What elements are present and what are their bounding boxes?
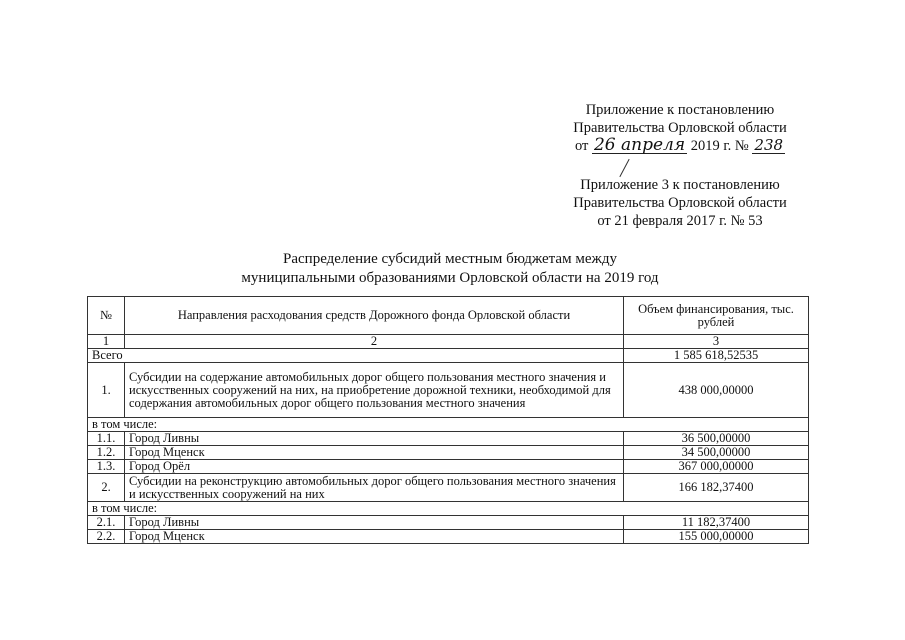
row-number: 1.3. — [88, 460, 125, 474]
row-text: Субсидии на реконструкцию автомобильных дорог общего пользования местного значения и искусственных сооружений на них — [125, 474, 624, 502]
row-value: 438 000,00000 — [624, 363, 809, 418]
total-row — [88, 349, 809, 363]
row-text: Субсидии на содержание автомобильных дорог общего пользования местного значения и искусственных сооружений на них, на приобретение дорожной техники, необходимой для содержания автомобильных дорог общего пользования местного значения — [125, 363, 624, 418]
header-number: № — [88, 297, 125, 335]
subheading-text: в том числе: — [88, 502, 809, 516]
col-number-1: 1 — [88, 335, 125, 349]
row-number: 2. — [88, 474, 125, 502]
appendix-3-line-3: от 21 февраля 2017 г. № 53 — [597, 213, 763, 229]
handwritten-date: 26 апреля — [593, 135, 686, 155]
subheading-row — [88, 502, 809, 516]
table-header-row — [88, 297, 809, 335]
row-value: 36 500,00000 — [624, 432, 809, 446]
row-text: Город Мценск — [125, 446, 624, 460]
header-direction: Направления расходования средств Дорожного фонда Орловской области — [125, 297, 624, 335]
row-number: 1.2. — [88, 446, 125, 460]
appendix-3-header — [555, 176, 805, 230]
row-value: 166 182,37400 — [624, 474, 809, 502]
header-amount: Объем финансирования, тыс. рублей — [624, 297, 809, 335]
title-line-2: муниципальными образованиями Орловской области на 2019 год — [241, 270, 659, 286]
row-text: Город Орёл — [125, 460, 624, 474]
table-row — [88, 474, 809, 502]
table-row — [88, 460, 809, 474]
appendix-header — [555, 101, 805, 155]
row-value: 155 000,00000 — [624, 530, 809, 544]
date-year: 2019 г. № — [690, 138, 749, 154]
row-text: Город Ливны — [125, 516, 624, 530]
row-text: Город Мценск — [125, 530, 624, 544]
title-line-1: Распределение субсидий местным бюджетам между — [283, 251, 617, 267]
table-row — [88, 446, 809, 460]
appendix-line-1: Приложение к постановлению — [585, 102, 775, 118]
document-title — [200, 250, 700, 288]
appendix-line-3 — [555, 137, 805, 155]
row-text: Город Ливны — [125, 432, 624, 446]
table-row — [88, 363, 809, 418]
handwritten-stroke — [619, 159, 629, 177]
row-value: 34 500,00000 — [624, 446, 809, 460]
row-value: 367 000,00000 — [624, 460, 809, 474]
handwritten-number: 238 — [754, 136, 784, 154]
column-number-row — [88, 335, 809, 349]
date-prefix: от — [574, 138, 589, 154]
table-row — [88, 432, 809, 446]
subheading-text: в том числе: — [88, 418, 809, 432]
subsidy-table — [87, 296, 809, 544]
appendix-3-line-2: Правительства Орловской области — [573, 195, 787, 211]
appendix-line-2: Правительства Орловской области — [573, 120, 787, 136]
row-number: 2.2. — [88, 530, 125, 544]
row-number: 1. — [88, 363, 125, 418]
col-number-2: 2 — [125, 335, 624, 349]
subheading-row — [88, 418, 809, 432]
col-number-3: 3 — [624, 335, 809, 349]
table-row — [88, 530, 809, 544]
total-label: Всего — [88, 349, 624, 363]
row-number: 1.1. — [88, 432, 125, 446]
row-number: 2.1. — [88, 516, 125, 530]
appendix-3-line-1: Приложение 3 к постановлению — [580, 177, 780, 193]
total-value: 1 585 618,52535 — [624, 349, 809, 363]
row-value: 11 182,37400 — [624, 516, 809, 530]
table-row — [88, 516, 809, 530]
